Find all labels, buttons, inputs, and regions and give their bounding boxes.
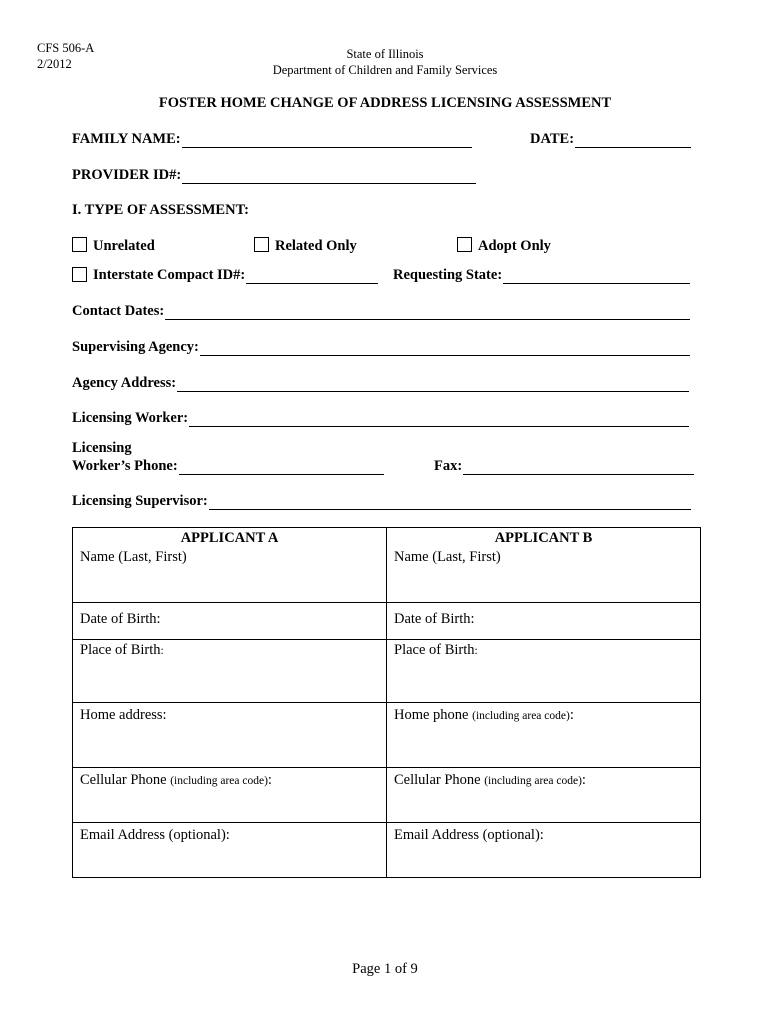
- table-row: [73, 640, 701, 703]
- provider-id-label: PROVIDER ID#:: [72, 167, 182, 183]
- applicant-header-row: [73, 528, 701, 548]
- applicant-b-home-phone-label: Home phone: [394, 707, 469, 723]
- applicant-a-cell-phone-cell[interactable]: [73, 768, 387, 823]
- applicant-b-dob-cell[interactable]: [387, 603, 701, 640]
- applicant-b-header: APPLICANT B: [387, 528, 701, 548]
- applicant-a-email-label: Email Address (optional):: [80, 827, 230, 843]
- department-name: Department of Children and Family Services: [272, 63, 498, 77]
- fax-field[interactable]: [434, 458, 694, 475]
- applicant-a-home-address-cell[interactable]: [73, 703, 387, 768]
- applicant-a-dob-cell[interactable]: [73, 603, 387, 640]
- applicant-b-home-phone-note: (including area code): [472, 710, 570, 722]
- table-row: [73, 768, 701, 823]
- applicant-b-pob-cell[interactable]: [387, 640, 701, 703]
- interstate-label: Interstate Compact ID#:: [93, 267, 246, 283]
- requesting-state-field[interactable]: [393, 267, 690, 284]
- licensing-worker-field[interactable]: [72, 410, 689, 427]
- related-only-label: Related Only: [275, 238, 357, 254]
- supervising-agency-field[interactable]: [72, 339, 690, 356]
- date-field[interactable]: [530, 131, 691, 148]
- applicant-b-cell-phone-note: (including area code): [484, 775, 582, 787]
- applicant-a-email-cell[interactable]: [73, 823, 387, 878]
- date-label: DATE:: [530, 131, 575, 147]
- table-row: [73, 703, 701, 768]
- applicant-a-cell-phone-label: Cellular Phone: [80, 772, 167, 788]
- unrelated-label: Unrelated: [93, 238, 155, 254]
- agency-address-line[interactable]: [177, 377, 689, 392]
- requesting-state-label: Requesting State:: [393, 267, 503, 283]
- applicant-a-cell-phone-colon: :: [267, 772, 272, 788]
- applicant-a-dob-label: Date of Birth:: [80, 611, 161, 627]
- agency-address-field[interactable]: [72, 375, 689, 392]
- supervising-agency-line[interactable]: [200, 341, 690, 356]
- provider-id-line[interactable]: [182, 169, 476, 184]
- table-row: [73, 823, 701, 878]
- worker-phone-line[interactable]: [179, 460, 384, 475]
- unrelated-option[interactable]: [72, 237, 155, 255]
- contact-dates-line[interactable]: [165, 305, 690, 320]
- applicant-a-name-cell[interactable]: [73, 547, 387, 603]
- provider-id-field[interactable]: [72, 167, 476, 184]
- applicant-a-home-address-label: Home address:: [80, 707, 167, 723]
- applicant-b-pob-label: Place of Birth: [394, 642, 475, 658]
- page-number: Page 1 of 9: [352, 961, 418, 977]
- section-type-heading: I. TYPE OF ASSESSMENT:: [72, 202, 250, 218]
- adopt-only-checkbox[interactable]: [457, 237, 472, 252]
- adopt-only-option[interactable]: [457, 237, 551, 255]
- applicant-b-cell-phone-cell[interactable]: [387, 768, 701, 823]
- applicant-table: [72, 527, 701, 878]
- agency-address-label: Agency Address:: [72, 375, 177, 391]
- licensing-worker-line[interactable]: [189, 412, 689, 427]
- agency-header: [0, 46, 770, 78]
- form-date: 2/2012: [37, 57, 72, 71]
- worker-phone-label: Worker’s Phone:: [72, 458, 178, 474]
- contact-dates-field[interactable]: [72, 303, 690, 320]
- applicant-b-home-phone-cell[interactable]: [387, 703, 701, 768]
- applicant-a-cell-phone-note: (including area code): [170, 775, 268, 787]
- page-title: FOSTER HOME CHANGE OF ADDRESS LICENSING ASSESSMENT: [158, 95, 612, 111]
- interstate-checkbox[interactable]: [72, 267, 87, 282]
- licensing-worker-label: Licensing Worker:: [72, 410, 189, 426]
- fax-label: Fax:: [434, 458, 463, 474]
- family-name-field[interactable]: [72, 131, 472, 148]
- applicant-b-email-label: Email Address (optional):: [394, 827, 544, 843]
- licensing-supervisor-field[interactable]: [72, 493, 691, 510]
- applicant-a-pob-label: Place of Birth: [80, 642, 161, 658]
- applicant-a-header: APPLICANT A: [73, 528, 387, 548]
- licensing-supervisor-line[interactable]: [209, 495, 691, 510]
- related-only-option[interactable]: [254, 237, 357, 255]
- table-row: [73, 547, 701, 603]
- applicant-a-pob-cell[interactable]: [73, 640, 387, 703]
- family-name-label: FAMILY NAME:: [72, 131, 181, 147]
- applicant-b-pob-colon: :: [474, 645, 478, 657]
- worker-phone-field[interactable]: [72, 458, 384, 475]
- supervising-agency-label: Supervising Agency:: [72, 339, 199, 355]
- worker-phone-label-line1: Licensing: [72, 440, 132, 456]
- applicant-b-name-cell[interactable]: [387, 547, 701, 603]
- date-line[interactable]: [575, 133, 691, 148]
- applicant-b-cell-phone-colon: :: [581, 772, 586, 788]
- unrelated-checkbox[interactable]: [72, 237, 87, 252]
- interstate-id-line[interactable]: [246, 269, 378, 284]
- family-name-line[interactable]: [182, 133, 472, 148]
- related-only-checkbox[interactable]: [254, 237, 269, 252]
- table-row: [73, 603, 701, 640]
- applicant-b-name-label: Name (Last, First): [394, 549, 501, 565]
- requesting-state-line[interactable]: [503, 269, 690, 284]
- form-number: CFS 506-A: [37, 41, 95, 55]
- licensing-supervisor-label: Licensing Supervisor:: [72, 493, 208, 509]
- applicant-b-cell-phone-label: Cellular Phone: [394, 772, 481, 788]
- applicant-b-dob-label: Date of Birth:: [394, 611, 475, 627]
- applicant-b-email-cell[interactable]: [387, 823, 701, 878]
- interstate-option[interactable]: [72, 267, 378, 284]
- applicant-b-home-phone-colon: :: [569, 707, 574, 723]
- contact-dates-label: Contact Dates:: [72, 303, 165, 319]
- fax-line[interactable]: [463, 460, 694, 475]
- applicant-a-pob-colon: :: [160, 645, 164, 657]
- adopt-only-label: Adopt Only: [478, 238, 551, 254]
- state-name: State of Illinois: [346, 47, 424, 61]
- applicant-a-name-label: Name (Last, First): [80, 549, 187, 565]
